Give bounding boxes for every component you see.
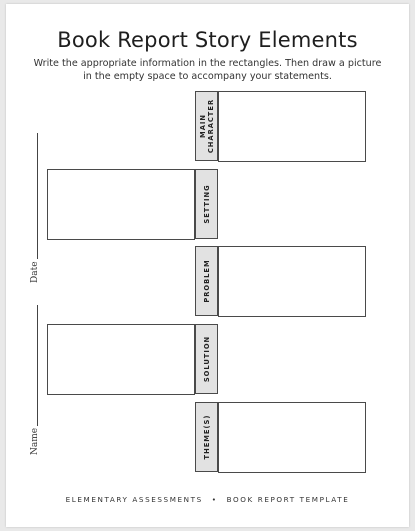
name-label: Name: [30, 427, 40, 455]
solution-tab: [195, 324, 218, 394]
footer: [0, 495, 415, 504]
date-line: [37, 133, 38, 259]
setting-label: SETTING: [202, 184, 211, 224]
solution-label: SOLUTION: [202, 335, 211, 383]
footer-left-text: ELEMENTARY ASSESSMENTS: [65, 495, 203, 504]
solution-box[interactable]: [47, 324, 195, 395]
problem-tab: [195, 246, 218, 316]
date-field[interactable]: [26, 133, 40, 283]
setting-box[interactable]: [47, 169, 195, 240]
instructions-text: Write the appropriate information in the rectangles. Then draw a picture in the empty space to accompany your statements.: [33, 58, 382, 82]
main-character-tab: [195, 91, 218, 161]
themes-box[interactable]: [218, 402, 366, 473]
main-character-label: MAIN CHARACTER: [198, 98, 215, 154]
problem-label: PROBLEM: [202, 259, 211, 303]
name-line: [37, 305, 38, 426]
name-field[interactable]: [26, 305, 40, 455]
problem-box[interactable]: [218, 246, 366, 317]
themes-tab: [195, 402, 218, 472]
footer-right-text: BOOK REPORT TEMPLATE: [226, 495, 350, 504]
themes-label: THEME(S): [202, 414, 211, 460]
footer-separator: •: [211, 495, 218, 504]
worksheet-title: Book Report Story Elements: [57, 28, 358, 52]
date-label: Date: [30, 261, 40, 283]
setting-tab: [195, 169, 218, 239]
main-character-box[interactable]: [218, 91, 366, 162]
